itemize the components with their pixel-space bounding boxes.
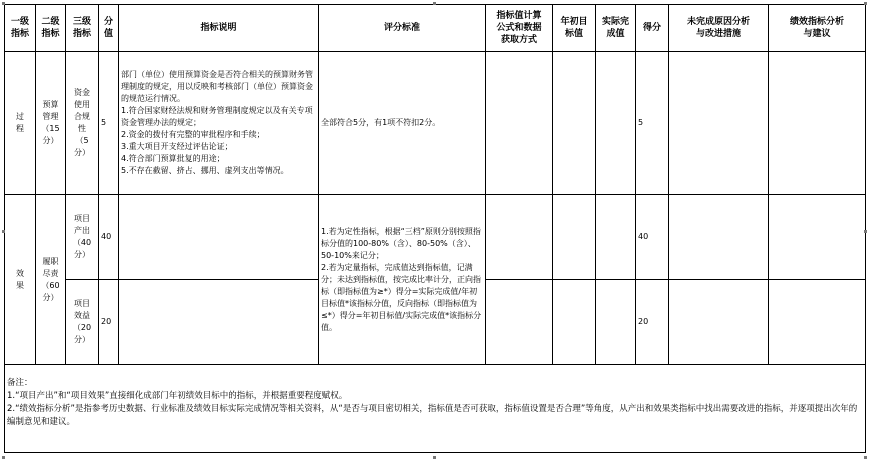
output-description [119,195,319,280]
process-formula [486,52,553,195]
selection-handle-icon[interactable] [2,2,5,5]
process-level3: 资金 使用 合规 性 （5 分） [66,52,99,195]
output-got-score: 40 [636,195,669,280]
selection-handle-icon[interactable] [864,230,867,233]
output-score: 40 [99,195,119,280]
table-row-process [5,52,866,195]
output-analysis [769,195,866,280]
header-score: 分 值 [99,5,119,52]
header-target: 年初目 标值 [553,5,596,52]
benefit-level3: 项目 效益 （20 分） [66,280,99,365]
benefit-actual [596,280,636,365]
selection-handle-icon[interactable] [2,456,5,459]
notes-row [5,365,866,453]
output-actual [596,195,636,280]
selection-handle-icon[interactable] [2,230,5,233]
process-target [553,52,596,195]
effect-level1: 效 果 [5,195,36,365]
selection-handle-icon[interactable] [433,456,436,459]
selection-handle-icon[interactable] [864,456,867,459]
process-reason [669,52,769,195]
process-criteria: 全部符合5分，有1项不符扣2分。 [319,52,486,195]
benefit-score: 20 [99,280,119,365]
notes-text: 备注： 1.“项目产出”和“项目效果”直接细化成部门年初绩效目标中的指标，并根据重要程度赋权。 2.“绩效指标分析”是指参考历史数据、行业标准及绩效目标实际完成情况等相关资料，从“是否与项目密切相关，指标值是否可获取，指标值设置是否合理”等角度，从产出和效果类指标中找出需要改进的指标，并逐项提出次年的编制意见和建议。 [5,365,866,453]
benefit-got-score: 20 [636,280,669,365]
benefit-target [553,280,596,365]
header-formula: 指标值计算 公式和数据 获取方式 [486,5,553,52]
process-actual [596,52,636,195]
process-score: 5 [99,52,119,195]
header-row [5,5,866,52]
benefit-reason [669,280,769,365]
header-level2: 二级 指标 [36,5,66,52]
header-criteria: 评分标准 [319,5,486,52]
header-analysis: 绩效指标分析 与建议 [769,5,866,52]
header-level3: 三级 指标 [66,5,99,52]
selection-handle-icon[interactable] [433,2,436,5]
header-got-score: 得分 [636,5,669,52]
process-level1: 过 程 [5,52,36,195]
table-row-output [5,195,866,280]
output-level3: 项目 产出 （40 分） [66,195,99,280]
header-actual: 实际完 成值 [596,5,636,52]
effect-level2: 履职 尽责 （60 分） [36,195,66,365]
process-level2: 预算 管理 （15 分） [36,52,66,195]
benefit-analysis [769,280,866,365]
header-level1: 一级 指标 [5,5,36,52]
process-got-score: 5 [636,52,669,195]
header-reason: 未完成原因分析 与改进措施 [669,5,769,52]
header-description: 指标说明 [119,5,319,52]
process-analysis [769,52,866,195]
output-reason [669,195,769,280]
benefit-formula [486,280,553,365]
process-description: 部门（单位）使用预算资金是否符合相关的预算财务管理制度的规定，用以反映和考核部门（单位）预算资金的规范运行情况。 1.符合国家财经法规和财务管理制度规定以及有关专项资金管理办法的规定； 2.资金的拨付有完整的审批程序和手续； 3.重大项目开支经过评估论证； 4.符合部门预算批复的用途； 5.不存在截留、挤占、挪用、虚列支出等情况。 [119,52,319,195]
output-formula [486,195,553,280]
effect-criteria: 1.若为定性指标，根据“三档”原则分别按照指标分值的100-80%（含）、80-50%（含）、50-10%来记分； 2.若为定量指标，完成值达到指标值，记满分；未达到指标值，按完成比率计分，正向指标（即指标值为≥*）得分=实际完成值/年初目标值*该指标分值，反向指标（即指标值为≤*）得分=年初目标值/实际完成值*该指标分值。 [319,195,486,365]
selection-handle-icon[interactable] [864,2,867,5]
output-target [553,195,596,280]
performance-evaluation-table [4,4,866,453]
benefit-description [119,280,319,365]
